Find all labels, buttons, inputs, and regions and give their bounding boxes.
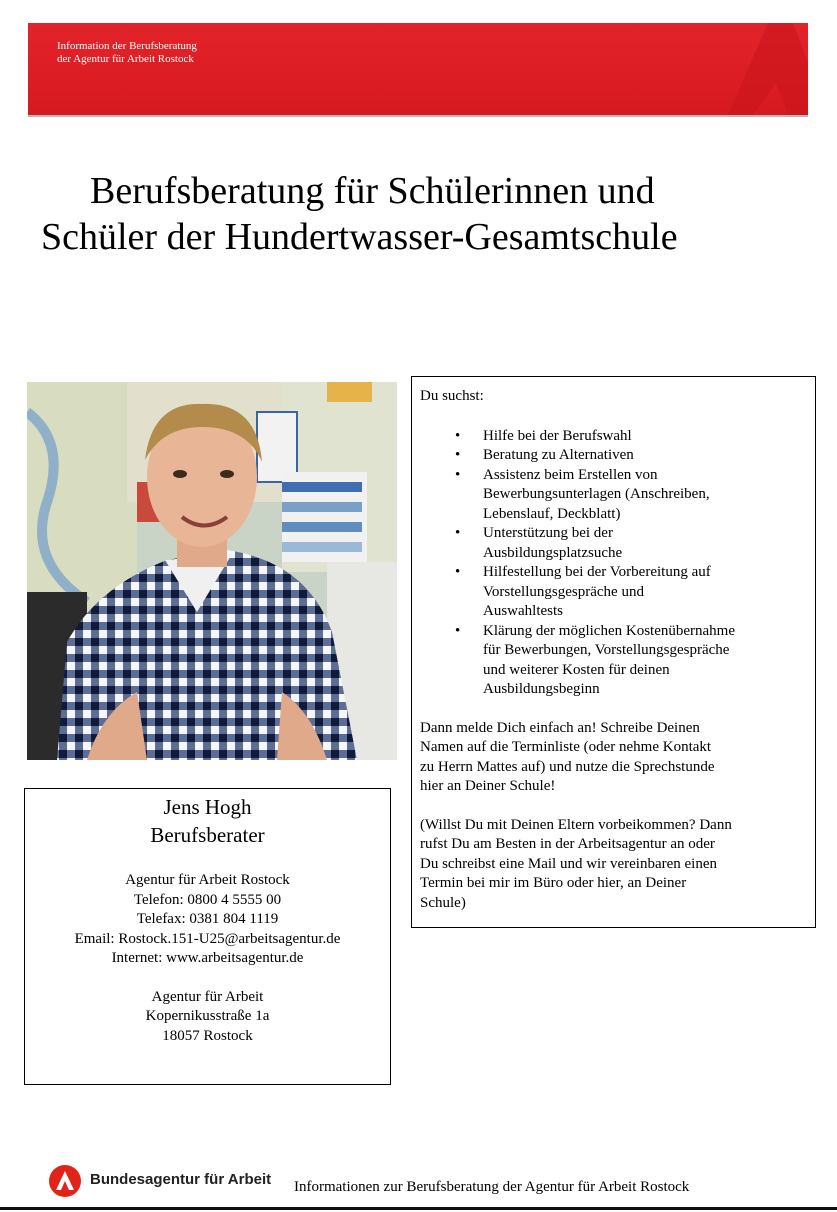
- list-item: • Hilfe bei der Berufswahl: [483, 427, 807, 447]
- list-item: • Beratung zu Alternativen: [483, 446, 807, 466]
- info-intro: Du suchst:: [420, 388, 484, 404]
- footer-text: Informationen zur Berufsberatung der Agentur für Arbeit Rostock: [294, 1179, 690, 1195]
- address-line: 18057 Rostock: [162, 1027, 253, 1044]
- contact-address: [25, 988, 390, 1047]
- contact-email[interactable]: Email: Rostock.151-U25@arbeitsagentur.de: [74, 930, 341, 947]
- title-line-2: Schüler der Hundertwasser-Gesamtschule: [41, 216, 678, 258]
- page-title: [0, 168, 837, 260]
- footer-brand: Bundesagentur für Arbeit: [90, 1171, 272, 1188]
- agency-logo-watermark: [668, 23, 808, 115]
- agency-logo-icon: [48, 1164, 82, 1198]
- header-line-2: der Agentur für Arbeit Rostock: [57, 53, 194, 65]
- list-item: • Hilfestellung bei der Vorbereitung auf Vorstellungsgespräche und Auswahltests: [483, 563, 807, 622]
- list-item: • Unterstützung bei der Ausbildungsplatzsuche: [483, 524, 807, 563]
- bottom-rule: [0, 1207, 837, 1210]
- header-text: [57, 40, 197, 66]
- contact-phone: Telefon: 0800 4 5555 00: [133, 891, 282, 908]
- contact-fax: Telefax: 0381 804 1119: [136, 911, 279, 927]
- contact-box: [24, 788, 391, 1085]
- advisor-portrait-image: [27, 382, 397, 760]
- header-line-1: Information der Berufsberatung: [57, 40, 197, 52]
- advisor-role: Berufsberater: [150, 823, 265, 847]
- call-to-action: Dann melde Dich einfach an! Schreibe Deinen Namen auf die Terminliste (oder nehme Kontakt zu Herrn Mattes auf) und nutze die Sprechstunde hier an Deiner Schule!: [420, 719, 715, 794]
- list-item: • Assistenz beim Erstellen von Bewerbungsunterlagen (Anschreiben, Lebenslauf, Deckblatt): [483, 466, 807, 525]
- contact-office: Agentur für Arbeit Rostock: [125, 872, 290, 888]
- list-item: • Klärung der möglichen Kostenübernahme für Bewerbungen, Vorstellungsgespräche und weiterer Kosten für deinen Ausbildungsbeginn: [483, 622, 807, 700]
- advisor-photo: [27, 382, 397, 760]
- info-box: [411, 376, 816, 928]
- parents-note: (Willst Du mit Deinen Eltern vorbeikommen? Dann rufst Du am Besten in der Arbeitsagentur an oder Du schreibst eine Mail und wir vereinbaren einen Termin bei mir im Büro oder hier, an Deiner Schule): [420, 816, 732, 911]
- offer-list: [420, 427, 807, 700]
- contact-website[interactable]: Internet: www.arbeitsagentur.de: [111, 950, 304, 966]
- header-banner: [28, 23, 808, 117]
- address-line: Kopernikusstraße 1a: [145, 1008, 270, 1024]
- contact-details: [25, 871, 390, 969]
- address-line: Agentur für Arbeit: [151, 988, 264, 1005]
- advisor-name: Jens Hogh: [163, 795, 252, 819]
- title-line-1: Berufsberatung für Schülerinnen und: [90, 170, 655, 212]
